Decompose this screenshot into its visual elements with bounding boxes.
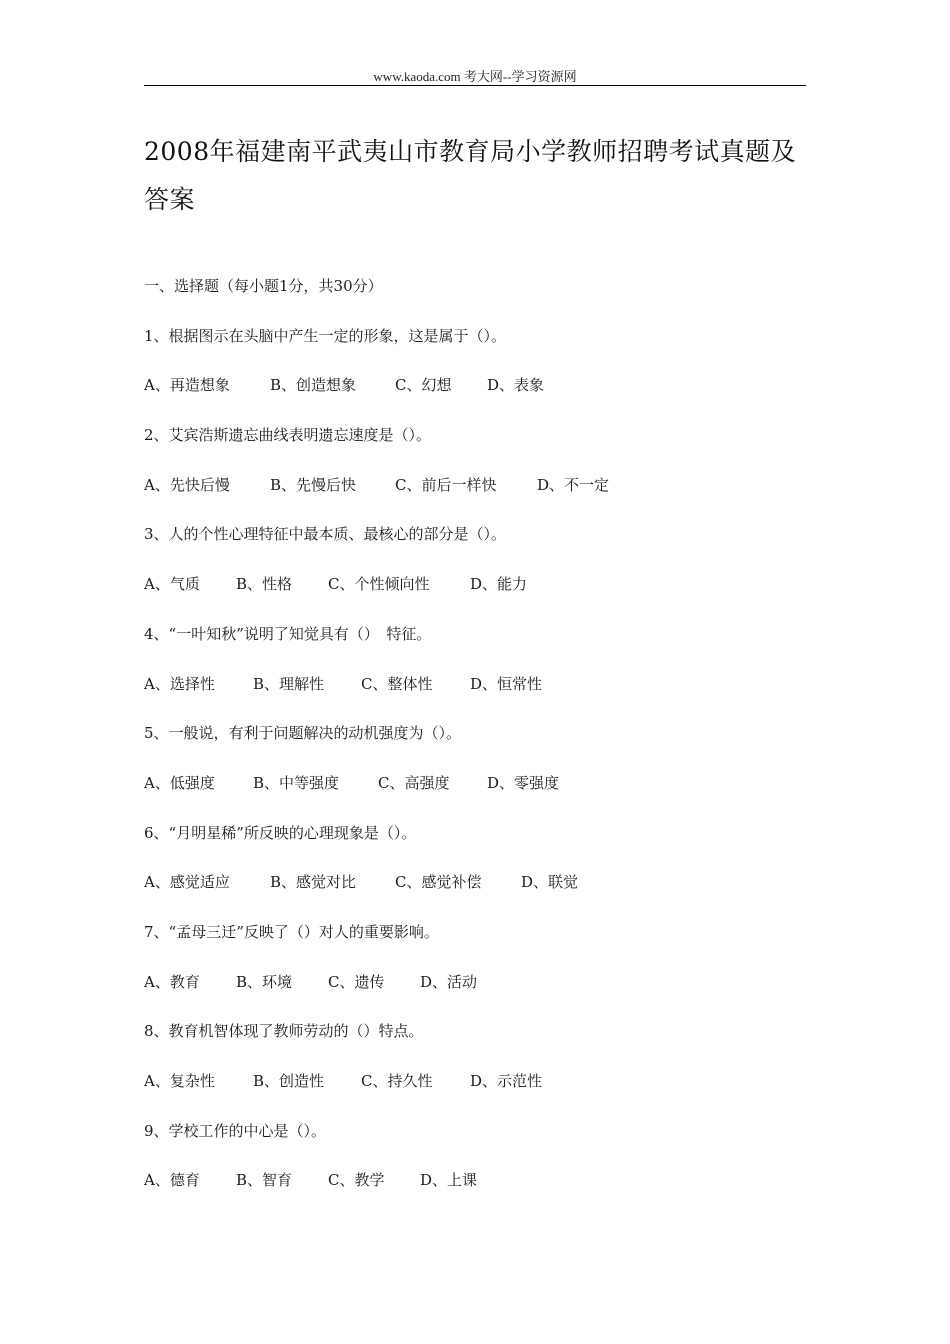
header-rule: [144, 85, 806, 86]
option-c: C、教学: [328, 1171, 385, 1190]
option-b: B、感觉对比: [270, 873, 357, 892]
option-a: A、再造想象: [144, 376, 230, 395]
options-row: [144, 373, 824, 423]
document-title: 2008年福建南平武夷山市教育局小学教师招聘考试真题及答案: [144, 137, 797, 214]
option-a: A、德育: [144, 1171, 200, 1190]
option-d: D、表象: [487, 376, 545, 395]
question-stem: 3、人的个性心理特征中最本质、最核心的部分是（）。: [144, 525, 507, 544]
option-d: D、恒常性: [470, 674, 543, 693]
question-stem: 7、“孟母三迁”反映了（）对人的重要影响。: [144, 922, 439, 941]
option-d: D、能力: [470, 575, 528, 594]
option-d: D、不一定: [537, 475, 610, 494]
options-row: [144, 771, 824, 821]
option-a: A、感觉适应: [144, 873, 230, 892]
question-stem: 2、艾宾浩斯遗忘曲线表明遗忘速度是（）。: [144, 426, 432, 445]
option-c: C、前后一样快: [395, 475, 497, 494]
option-a: A、气质: [144, 575, 200, 594]
question-stem: 4、“一叶知秋”说明了知觉具有（） 特征。: [144, 624, 432, 643]
page-header: www.kaoda.com 考大网--学习资源网: [373, 69, 577, 84]
option-d: D、零强度: [487, 773, 560, 792]
option-d: D、上课: [420, 1171, 478, 1190]
options-row: [144, 870, 824, 920]
option-a: A、复杂性: [144, 1072, 215, 1090]
question-stem: 1、根据图示在头脑中产生一定的形象，这是属于（）。: [144, 326, 507, 345]
option-c: C、持久性: [361, 1072, 433, 1090]
option-b: B、环境: [236, 972, 293, 991]
question-stem: 9、学校工作的中心是（）。: [144, 1121, 327, 1140]
option-c: C、高强度: [378, 773, 450, 792]
option-b: B、中等强度: [253, 773, 340, 792]
options-row: [144, 672, 824, 722]
option-c: C、幻想: [395, 376, 452, 395]
option-c: C、遗传: [328, 972, 385, 991]
options-row: [144, 1069, 824, 1119]
options-row: [144, 572, 824, 622]
option-d: D、活动: [420, 972, 478, 991]
document-body: [144, 274, 824, 1218]
option-b: B、创造性: [253, 1072, 325, 1090]
option-c: C、个性倾向性: [328, 575, 430, 594]
options-row: [144, 970, 824, 1020]
section-heading: 一、选择题（每小题1分，共30分）: [144, 277, 383, 295]
option-c: C、整体性: [361, 674, 433, 693]
options-row: [144, 1168, 824, 1218]
option-b: B、理解性: [253, 674, 325, 693]
question-stem: 5、一般说，有利于问题解决的动机强度为（）。: [144, 724, 462, 743]
option-a: A、教育: [144, 972, 200, 991]
option-d: D、联觉: [521, 873, 579, 892]
option-a: A、先快后慢: [144, 475, 230, 494]
option-a: A、选择性: [144, 674, 215, 693]
option-b: B、性格: [236, 575, 293, 594]
option-b: B、创造想象: [270, 376, 357, 395]
option-a: A、低强度: [144, 773, 215, 792]
question-stem: 6、“月明星稀”所反映的心理现象是（）。: [144, 823, 417, 842]
option-b: B、智育: [236, 1171, 293, 1190]
option-b: B、先慢后快: [270, 475, 357, 494]
question-stem: 8、教育机智体现了教师劳动的（）特点。: [144, 1022, 424, 1041]
option-d: D、示范性: [470, 1072, 543, 1090]
options-row: [144, 473, 824, 523]
option-c: C、感觉补偿: [395, 873, 482, 892]
